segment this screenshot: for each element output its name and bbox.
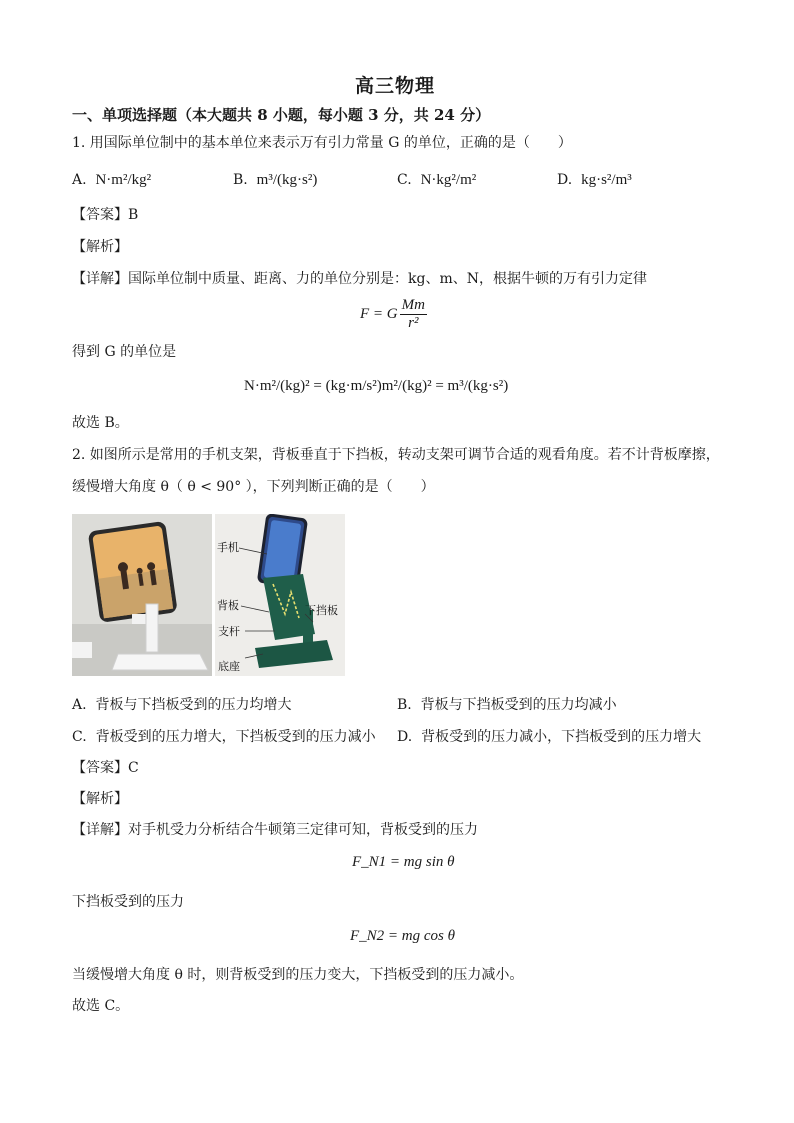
option-letter: D.	[397, 729, 413, 745]
q1-conclusion: 故选 B。	[72, 415, 129, 431]
label-base: 底座	[218, 660, 240, 673]
q2-answer: 【答案】C	[72, 760, 139, 776]
q1-mid-text: 得到 G 的单位是	[72, 344, 177, 360]
section-heading: 一、单项选择题（本大题共 8 小题，每小题 3 分，共 24 分）	[72, 106, 491, 124]
backboard-force-formula: F_N1 = mg sin θ	[352, 854, 455, 870]
option-letter: A.	[72, 172, 87, 188]
q2-option-b	[397, 696, 617, 714]
q2-option-a	[72, 696, 291, 714]
q2-option-d	[397, 728, 701, 746]
gravitation-formula	[360, 297, 427, 332]
option-letter: C.	[397, 172, 412, 188]
option-text: 背板与下挡板受到的压力均增大	[95, 697, 292, 713]
formula-lhs: F = G	[360, 305, 398, 322]
option-text: 背板与下挡板受到的压力均减小	[420, 697, 617, 713]
q2-analysis-heading: 【解析】	[72, 791, 128, 807]
label-phone: 手机	[217, 541, 239, 554]
q2-option-c	[72, 728, 376, 746]
option-letter: B.	[233, 172, 248, 188]
label-backboard: 背板	[217, 599, 239, 612]
formula-numerator: Mm	[401, 297, 425, 313]
formula-denominator: r²	[408, 315, 419, 331]
q1-option-b	[233, 171, 317, 189]
option-letter: D.	[557, 172, 573, 188]
unit-derivation-formula: N·m²/(kg)² = (kg·m/s²)m²/(kg)² = m³/(kg·s²)	[244, 378, 509, 394]
option-text: N·kg²/m²	[420, 172, 477, 188]
q1-detail: 【详解】国际单位制中质量、距离、力的单位分别是：kg、m、N，根据牛顿的万有引力定律	[72, 271, 647, 287]
option-text: kg·s²/m³	[581, 172, 632, 188]
q2-stem-line2: 缓慢增大角度 θ（ θ < 90° ），下列判断正确的是（ ）	[72, 479, 435, 495]
q2-stem-line1: 2. 如图所示是常用的手机支架，背板垂直于下挡板，转动支架可调节合适的观看角度。若不计背板摩擦，	[72, 447, 720, 463]
phone-stand-diagram	[215, 514, 345, 676]
formula-fraction	[400, 297, 427, 332]
option-text: 背板受到的压力增大，下挡板受到的压力减小	[95, 729, 376, 745]
q1-option-d	[557, 171, 632, 189]
option-text: N·m²/kg²	[95, 172, 152, 188]
q2-mid-text: 下挡板受到的压力	[72, 894, 184, 910]
label-lower-board: 下挡板	[305, 604, 338, 617]
option-letter: A.	[72, 697, 87, 713]
option-text: m³/(kg·s²)	[256, 172, 318, 188]
label-rod: 支杆	[218, 625, 240, 638]
q1-option-a	[72, 171, 151, 189]
lower-board-force-formula: F_N2 = mg cos θ	[350, 928, 455, 944]
phone-stand-illustration	[72, 514, 212, 676]
option-letter: C.	[72, 729, 87, 745]
page-title: 高三物理	[355, 75, 436, 97]
q2-conclusion: 故选 C。	[72, 998, 130, 1014]
q1-option-c	[397, 171, 476, 189]
option-letter: B.	[397, 697, 412, 713]
q1-analysis-heading: 【解析】	[72, 239, 128, 255]
q1-answer: 【答案】B	[72, 207, 139, 223]
option-text: 背板受到的压力减小，下挡板受到的压力增大	[421, 729, 702, 745]
phone-stand-photo	[72, 514, 212, 676]
q1-stem: 1. 用国际单位制中的基本单位来表示万有引力常量 G 的单位，正确的是（ ）	[72, 135, 572, 151]
q2-explanation: 当缓慢增大角度 θ 时，则背板受到的压力变大，下挡板受到的压力减小。	[72, 967, 524, 983]
q2-detail: 【详解】对手机受力分析结合牛顿第三定律可知，背板受到的压力	[72, 822, 478, 838]
